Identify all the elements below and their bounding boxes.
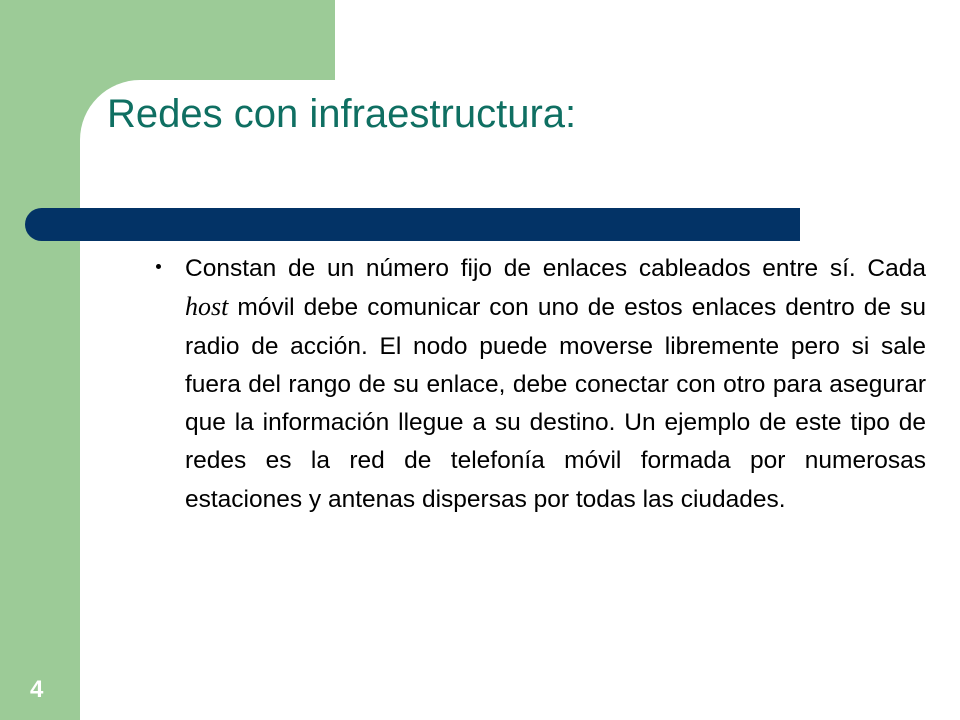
bullet-text-before: Constan de un número fijo de enlaces cableados entre sí. Cada: [185, 255, 926, 282]
bullet-text: [185, 250, 926, 519]
bullet-item: [150, 250, 926, 519]
slide-number: 4: [30, 676, 44, 703]
slide-body: [150, 250, 926, 519]
bullet-emphasis: host: [185, 292, 229, 322]
bullet-text-after: móvil debe comunicar con uno de estos enlaces dentro de su radio de acción. El nodo puede moverse libremente pero si sale fuera del rango de su enlace, debe conectar con otro para asegurar que la información llegue a su destino. Un ejemplo de este tipo de redes es la red de telefonía móvil formada por numerosas estaciones y antenas dispersas por todas las ciudades.: [185, 294, 926, 513]
slide-title: Redes con infraestructura:: [107, 92, 577, 136]
bullet-dot-icon: [156, 264, 161, 269]
title-divider-bar: [25, 208, 800, 241]
